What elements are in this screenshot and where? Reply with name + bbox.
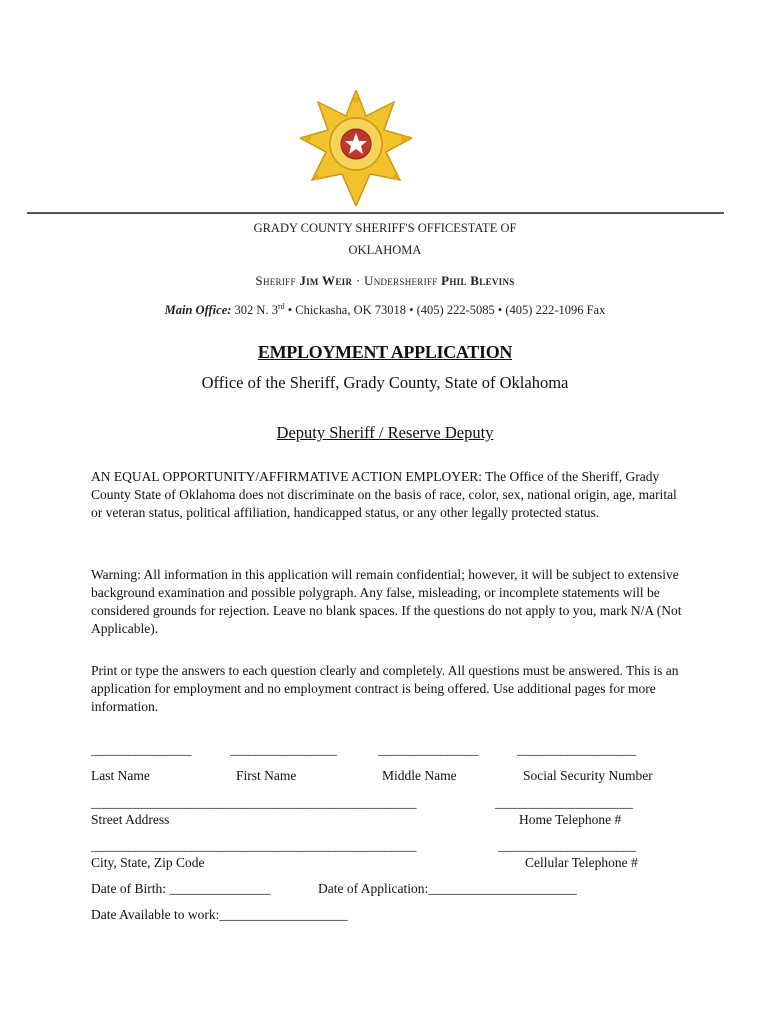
first-name-blank[interactable]: _________________ <box>230 742 337 757</box>
date-application-field[interactable] <box>318 881 577 897</box>
cell-phone-label: Cellular Telephone # <box>525 855 638 870</box>
dob-field[interactable] <box>91 881 271 897</box>
page-subtitle: Office of the Sheriff, Grady County, State of Oklahoma <box>201 373 569 392</box>
dob-label: Date of Birth: <box>91 881 166 896</box>
instructions-paragraph: Print or type the answers to each question clearly and completely. All questions must be answered. This is an application for employment and no employment contract is being offered. Use additional pages for more information. <box>91 663 679 714</box>
main-office-line <box>0 302 770 318</box>
undersheriff-prefix: Undersheriff <box>364 273 438 288</box>
date-application-label: Date of Application: <box>318 881 429 896</box>
page-title: EMPLOYMENT APPLICATION <box>257 342 513 362</box>
separator: · <box>355 273 361 288</box>
first-name-label: First Name <box>236 768 297 783</box>
date-application-blank[interactable]: ______________________ <box>428 881 577 896</box>
office-name-line2: OKLAHOMA <box>348 243 422 257</box>
dob-blank[interactable]: _______________ <box>169 881 271 896</box>
city-state-zip-label: City, State, Zip Code <box>91 855 205 870</box>
main-office-label: Main Office: <box>164 303 232 318</box>
header-divider <box>27 212 724 214</box>
home-phone-blank[interactable]: ______________________ <box>495 795 633 810</box>
ssn-blank[interactable]: ___________________ <box>517 742 636 757</box>
street-address-blank[interactable]: ____________________________________________________ <box>91 795 416 810</box>
sheriff-prefix: Sheriff <box>255 273 296 288</box>
cell-phone-blank[interactable]: ______________________ <box>498 838 636 853</box>
address-rest: • Chickasha, OK 73018 • (405) 222-5085 • (405) 222-1096 Fax <box>287 303 606 318</box>
last-name-blank[interactable]: ________________ <box>91 742 191 757</box>
undersheriff-name: Phil Blevins <box>441 273 515 288</box>
sheriff-badge-logo <box>300 90 412 206</box>
date-available-field[interactable] <box>91 907 348 923</box>
street-address-label: Street Address <box>91 812 170 827</box>
last-name-label: Last Name <box>91 768 150 783</box>
sheriff-name: Jim Weir <box>299 273 353 288</box>
eeo-paragraph: AN EQUAL OPPORTUNITY/AFFIRMATIVE ACTION EMPLOYER: The Office of the Sheriff, Grady County State of Oklahoma does not discriminate on the basis of race, color, sex, national origin, age, marital or veteran status, political affiliation, handicapped status, or any other legally protected status. <box>91 469 677 520</box>
address-sup: rd <box>277 302 285 311</box>
middle-name-blank[interactable]: ________________ <box>378 742 478 757</box>
home-phone-label: Home Telephone # <box>519 812 622 827</box>
date-available-blank[interactable]: ___________________ <box>219 907 348 922</box>
date-available-label: Date Available to work: <box>91 907 220 922</box>
city-blank[interactable]: ____________________________________________________ <box>91 838 416 853</box>
position-title: Deputy Sheriff / Reserve Deputy <box>276 423 494 442</box>
ssn-label: Social Security Number <box>523 768 653 783</box>
address-number: 302 N. 3 <box>234 303 278 318</box>
sheriff-line <box>0 273 770 289</box>
middle-name-label: Middle Name <box>382 768 457 783</box>
warning-paragraph: Warning: All information in this application will remain confidential; however, it will be subject to extensive background examination and possible polygraph. Any false, misleading, or incomplete statements will be considered grounds for rejection. Leave no blank spaces. If the questions do not apply to you, mark N/A (Not Applicable). <box>91 567 682 636</box>
office-name-line1: GRADY COUNTY SHERIFF'S OFFICESTATE OF <box>253 221 517 235</box>
